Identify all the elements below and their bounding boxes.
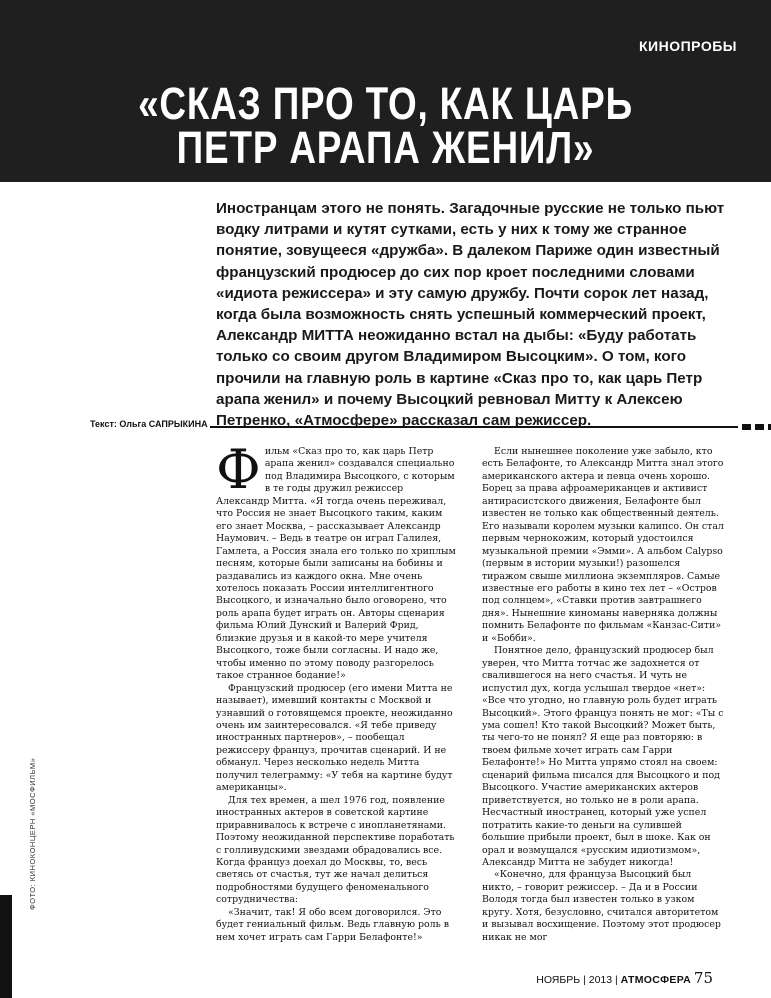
title-line-1: «СКАЗ ПРО ТО, КАК ЦАРЬ bbox=[138, 78, 633, 129]
body-column-1 bbox=[216, 438, 459, 944]
paragraph: «Значит, так! Я обо всем договорился. Это будет гениальный фильм. Ведь главную роль в нем хочет играть сам Гарри Белафонте!» bbox=[216, 906, 449, 943]
paragraph: Французский продюсер (его имени Митта не называет), имевший контакты с Москвой и узнавший о готовящемся проекте, неожиданно очень им заинтересовался. «Я тебе приведу иностранных партнеров», – пообещал режиссеру француз, прочитав сценарий. И не обманул. Через несколько недель Митта получил телеграмму: «У тебя на картине будут американцы». bbox=[216, 682, 453, 794]
header-band bbox=[0, 0, 771, 182]
footer-year: 2013 bbox=[588, 974, 613, 986]
footer-separator: | bbox=[583, 974, 586, 986]
drop-cap: Ф bbox=[216, 438, 261, 501]
paragraph: Понятное дело, французский продюсер был уверен, что Митта тотчас же задохнется от свалившегося на него счастья. И чуть не испустил дух, когда услышал твердое «нет»: «Все что угодно, но главную роль будет играть Высоцкий». Этого француз понять не мог: «Ты с ума сошел! Кто такой Высоцкий? Может быть, ты чего-то не понял? Я еще раз повторяю: в твоем фильме хочет играть сам Гарри Белафонте!» Но Митта упрямо стоял на своем: сценарий фильма писался для Высоцкого и под Высоцкого. Участие американских актеров приветствуется, но только не в роли арапа. Несчастный иностранец, который уже успел потратить какие-то деньги на сулившей большие прибыли проект, был в шоке. Как он орал и возмущался «русским идиотизмом», Александр Митта не забудет никогда! bbox=[482, 645, 724, 868]
page-footer bbox=[536, 969, 713, 987]
section-label: КИНОПРОБЫ bbox=[639, 38, 737, 54]
footer-month: НОЯБРЬ bbox=[536, 974, 581, 986]
paragraph-text: ильм «Сказ про то, как царь Петр арапа женил» создавался специально под Владимира Высоцкого, с которым в те годы дружил режиссер Александр Митта. «Я тогда очень переживал, что Россия не знает Высоцкого таким, каким его знает Москва, – рассказывает Александр Наумович. – Ведь в театре он играл Галилея, Гамлета, а Россия знала его только по хриплым песням, которые были записаны на бобины и раздавались из каждого окна. Мне очень хотелось показать России интеллигентного Высоцкого, и изначально было оговорено, что роль арапа будет играть он. Авторы сценария фильма Юлий Дунский и Валерий Фрид, близкие друзья и в какой-то мере учителя Высоцкого, тоже были согласны. И надо же, чтобы именно по этому поводу разгорелось такое странное бодание!» bbox=[216, 446, 456, 682]
page-number: 75 bbox=[693, 969, 713, 987]
footer-magazine-name: АТМОСФЕРА bbox=[620, 974, 691, 986]
divider-rule bbox=[210, 426, 738, 428]
paragraph: Если нынешнее поколение уже забыло, кто есть Белафонте, то Александр Митта знал этого американского актера и певца очень хорошо. Борец за права афроамериканцев и активист антирасистского движения, Белафонте был известен не только как общественный деятель. Его называли королем музыки калипсо. Он стал первым чернокожим, который удостоился музыкальной премии «Эмми». А альбом Calypso (первым в истории музыки!) разошелся тиражом свыше миллиона экземпляров. Самые известные его работы в кино тех лет – «Остров под солнцем», «Ставки против завтрашнего дня». Нынешние киноманы наверняка должны помнить Белафонте по фильмам «Канзас-Сити» и «Бобби». bbox=[482, 446, 724, 644]
photo-credit: ФОТО: КИНОКОНЦЕРН «МОСФИЛЬМ» bbox=[28, 757, 37, 910]
body-column-2 bbox=[482, 446, 725, 944]
divider-dashes bbox=[742, 424, 771, 430]
footer-separator: | bbox=[615, 974, 618, 986]
author-credit: Текст: Ольга САПРЫКИНА bbox=[90, 419, 208, 429]
paragraph bbox=[216, 438, 459, 683]
lead-paragraph: Иностранцам этого не понять. Загадочные русские не только пьют водку литрами и кутят сутками, есть у них к тому же странное понятие, зовущееся «дружба». В далеком Париже один известный французский продюсер до сих пор кроет последними словами «идиота режиссера» и эту самую дружбу. Почти сорок лет назад, когда была возможность снять успешный коммерческий проект, Александр МИТТА неожиданно встал на дыбы: «Буду работать только со своим другом Владимиром Высоцким». О том, кого прочили на главную роль в картине «Сказ про то, как царь Петр арапа женил» и почему Высоцкий ревновал Митту к Алексею Петренко, «Атмосфере» рассказал сам режиссер. bbox=[216, 200, 725, 430]
left-edge-bar bbox=[0, 895, 12, 998]
paragraph: Для тех времен, а шел 1976 год, появление иностранных актеров в советской картине приравнивалось к встрече с инопланетянами. Поэтому неожиданной перспективе поработать с голливудскими звездами обрадовались все. Когда француз доехал до Москвы, то, весь светясь от счастья, тут же начал делиться подробностями будущего феноменального сотрудничества: bbox=[216, 794, 455, 906]
paragraph: «Конечно, для француза Высоцкий был никто, – говорит режиссер. – Да и в России Володя тогда был известен только в узком кругу. Хотя, безусловно, считался авторитетом и вызывал восхищение. Поэтому этот продюсер никак не мог bbox=[482, 869, 721, 943]
article-title bbox=[69, 78, 701, 173]
title-line-2: ПЕТР АРАПА ЖЕНИЛ» bbox=[176, 122, 595, 173]
